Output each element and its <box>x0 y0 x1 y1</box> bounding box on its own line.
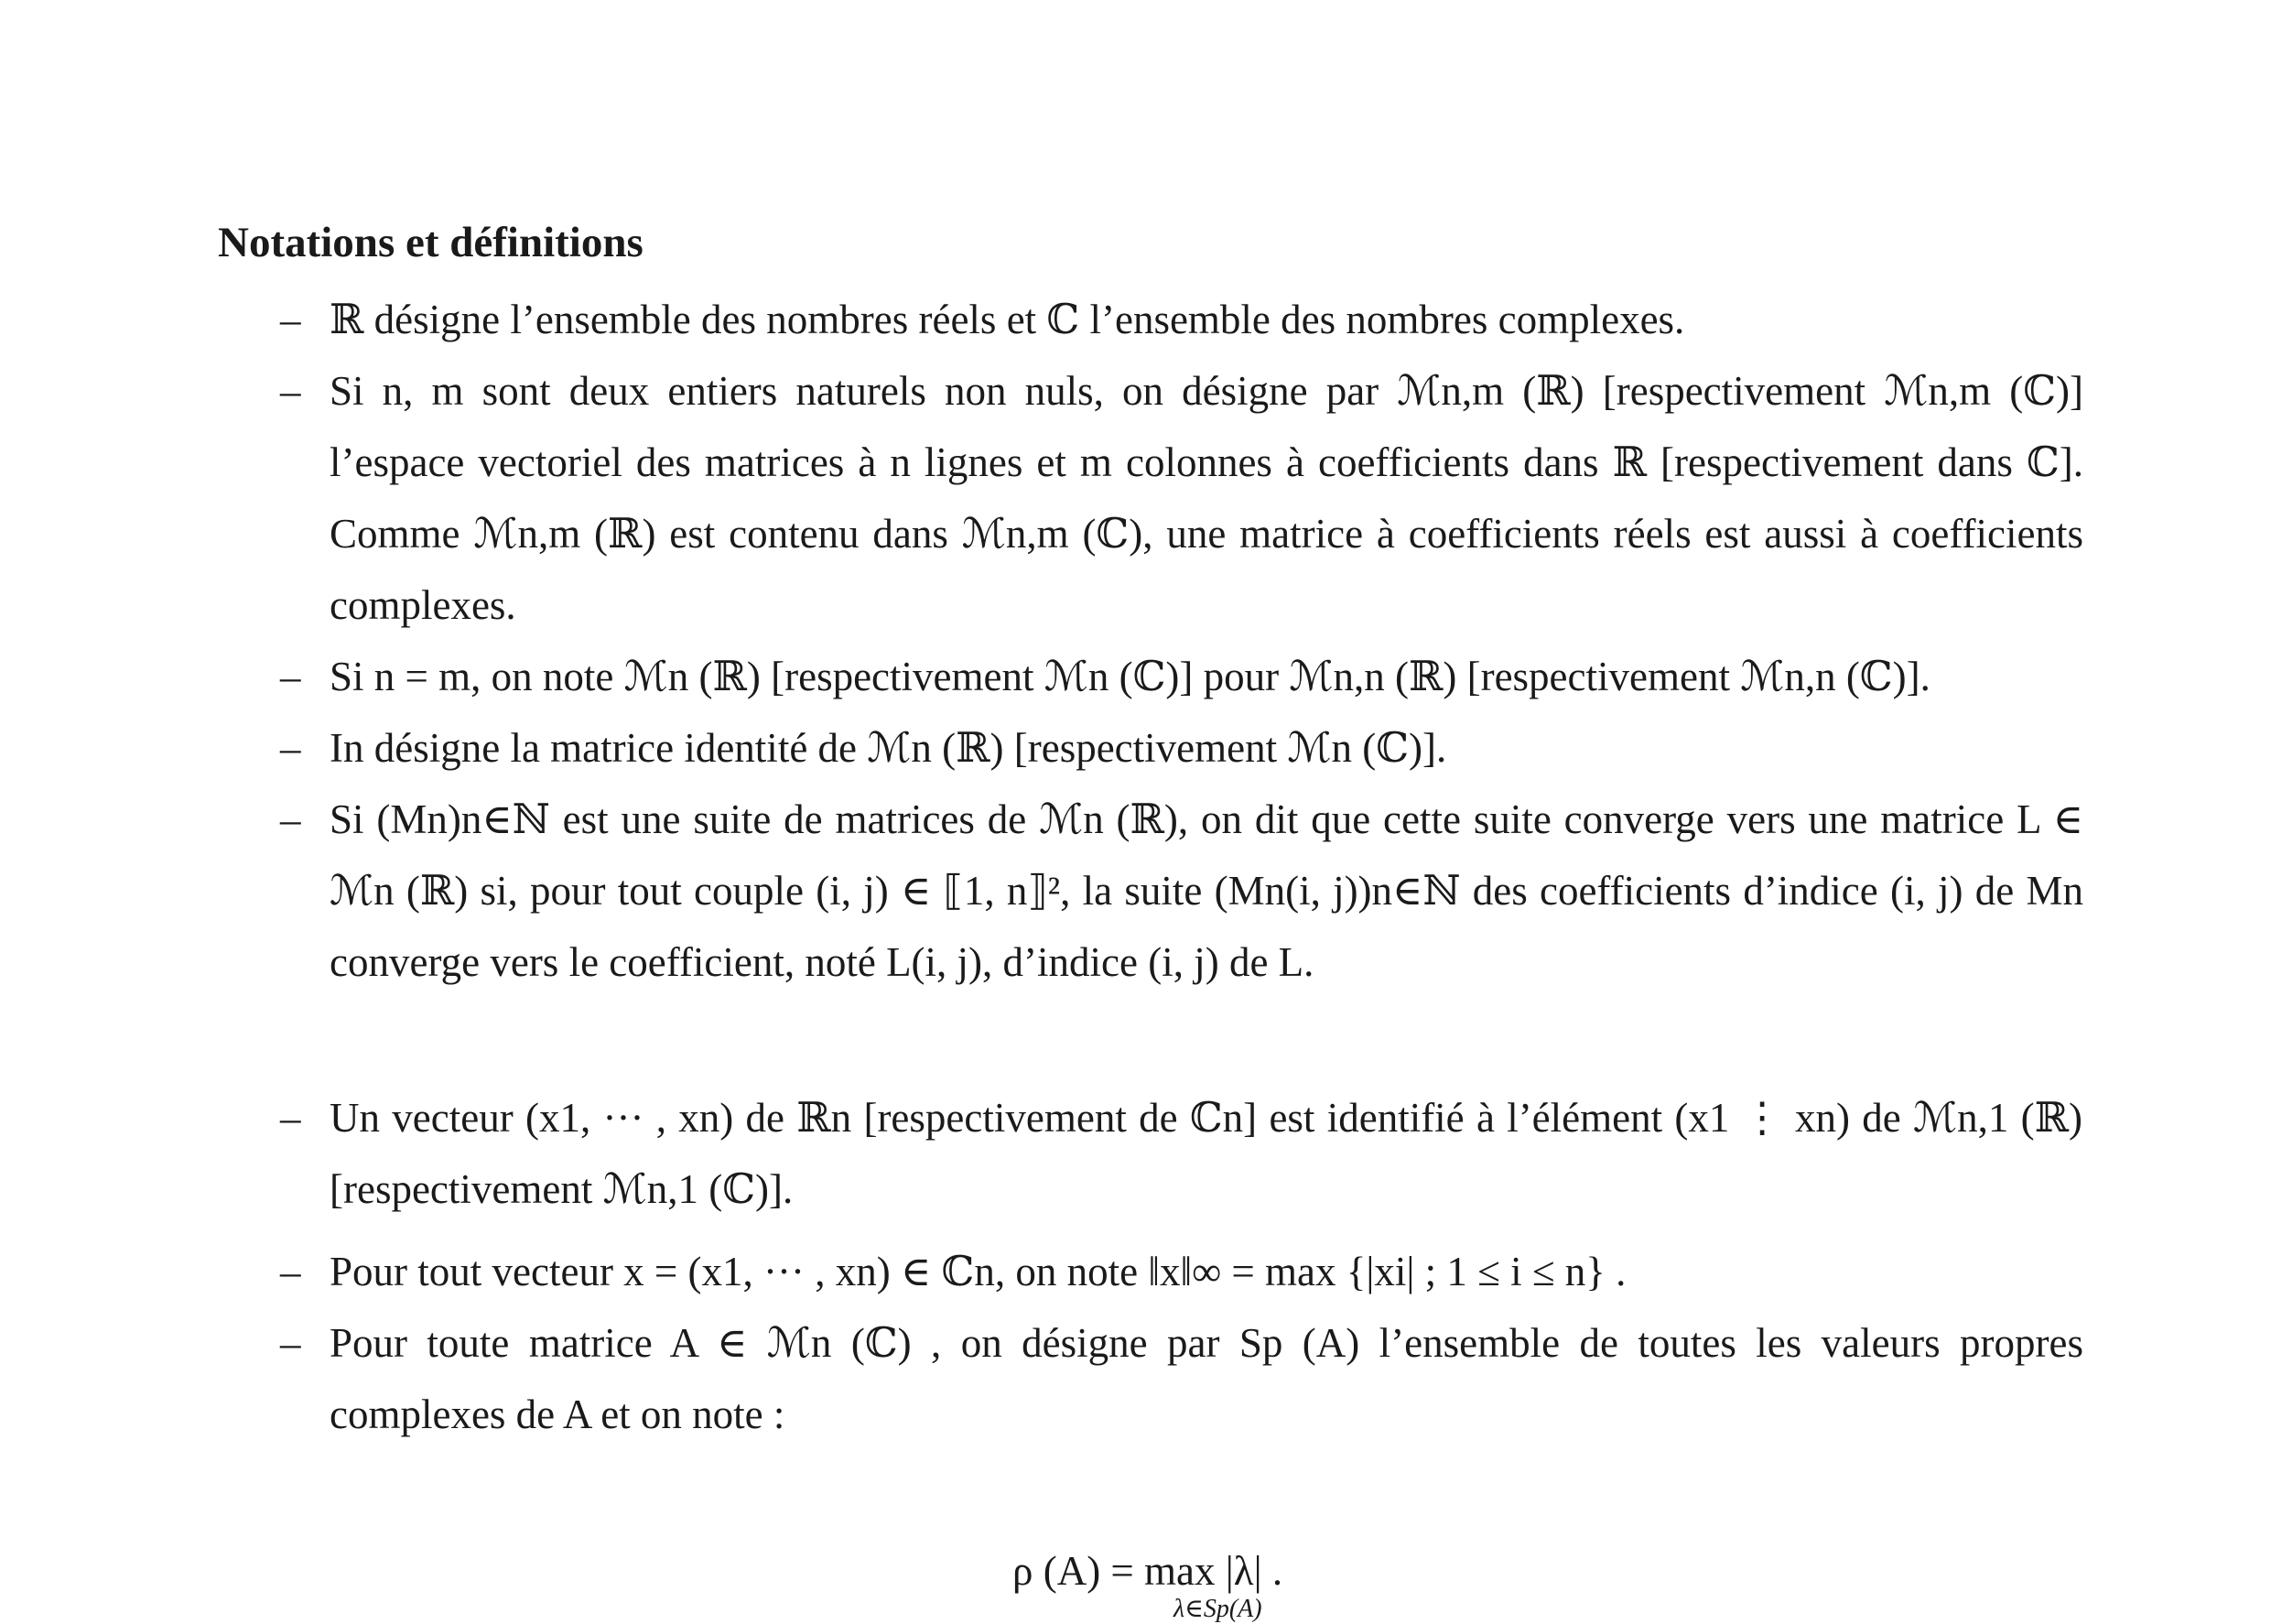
item-text: ℝ désigne l’ensemble des nombres réels et ℂ l’ensemble des nombres complexes. <box>330 297 1685 342</box>
bullet-dash: – <box>280 1249 301 1294</box>
bullet-dash: – <box>280 654 301 699</box>
bullet-dash: – <box>280 297 301 342</box>
list-item <box>280 641 2083 712</box>
item-text: Un vecteur (x1, ··· , xn) de ℝn [respectivement de ℂn] est identifié à l’élément (x1 ⋮ xn) de ℳn,1 (ℝ) [respectivement ℳn,1 (ℂ)]. <box>330 1095 2082 1212</box>
list-item <box>280 1236 2083 1307</box>
vector-definition <box>330 998 2083 1236</box>
list-item <box>280 284 2083 355</box>
list-item <box>280 1307 2083 1450</box>
bullet-dash: – <box>280 368 301 414</box>
formula-main: ρ (A) = max |λ| . <box>1012 1548 1283 1594</box>
item-text: Pour toute matrice A ∈ ℳn (ℂ) , on désigne par Sp (A) l’ensemble de toutes les valeurs propres complexes de A et on note : <box>330 1320 2083 1437</box>
formula-subscript: λ∈Sp(A) <box>1173 1595 1262 1623</box>
bullet-dash: – <box>280 796 301 842</box>
item-text: Si n, m sont deux entiers naturels non nuls, on désigne par ℳn,m (ℝ) [respectivement ℳn,m (ℂ)] l’espace vectoriel des matrices à n lignes et m colonnes à coefficients dans ℝ [respectivement dans ℂ]. Comme ℳn,m (ℝ) est contenu dans ℳn,m (ℂ), une matrice à coefficients réels est aussi à coefficients complexes. <box>330 368 2083 628</box>
bullet-dash: – <box>280 725 301 771</box>
definitions-list <box>280 284 2083 1450</box>
list-item <box>280 784 2083 998</box>
spectral-radius-formula <box>1012 1547 1283 1623</box>
bullet-dash: – <box>280 1095 301 1141</box>
item-text: Pour tout vecteur x = (x1, ··· , xn) ∈ ℂn, on note ‖x‖∞ = max {|xi| ; 1 ≤ i ≤ n} . <box>330 1249 1627 1294</box>
list-item <box>280 355 2083 641</box>
item-text: Si (Mn)n∈ℕ est une suite de matrices de ℳn (ℝ), on dit que cette suite converge vers une matrice L ∈ ℳn (ℝ) si, pour tout couple (i, j) ∈ ⟦1, n⟧², la suite (Mn(i, j))n∈ℕ des coefficients d’indice (i, j) de Mn converge vers le coefficient, noté L(i, j), d’indice (i, j) de L. <box>330 796 2083 985</box>
bullet-dash: – <box>280 1320 301 1366</box>
section-heading: Notations et définitions <box>218 219 643 266</box>
item-text: In désigne la matrice identité de ℳn (ℝ) [respectivement ℳn (ℂ)]. <box>330 725 1447 771</box>
list-item <box>280 712 2083 784</box>
list-item-vector <box>280 998 2083 1236</box>
item-text: Si n = m, on note ℳn (ℝ) [respectivement ℳn (ℂ)] pour ℳn,n (ℝ) [respectivement ℳn,n (ℂ)]. <box>330 654 1930 699</box>
